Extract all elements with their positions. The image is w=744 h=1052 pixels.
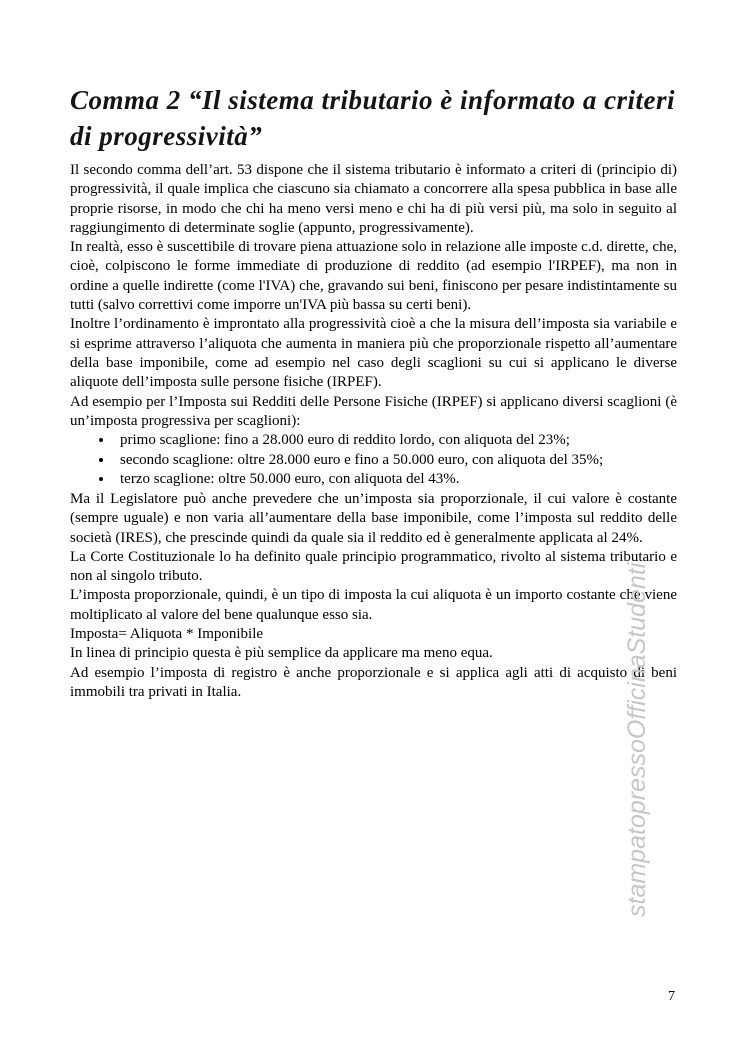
paragraph-closing-5: Ad esempio l’imposta di registro è anche proporzionale e si applica agli atti di acquisto di beni immobili tra privati in Italia. xyxy=(70,664,677,700)
paragraph-list-intro: Ad esempio per l’Imposta sui Redditi delle Persone Fisiche (IRPEF) si applicano diversi scaglioni (è un’imposta progressiva per scaglioni): xyxy=(70,393,677,429)
paragraph-intro-3: Inoltre l’ordinamento è improntato alla progressività cioè a che la misura dell’imposta sia variabile e si esprime attraverso l’aliquota che aumenta in maniera più che proporzionale rispetto all’aumentare della base imponibile, come ad esempio nel caso degli scaglioni su cui si applicano le diverse aliquote dell’imposta sulle persone fisiche (IRPEF). xyxy=(70,316,677,391)
list-item-third-bracket: • terzo scaglione: oltre 50.000 euro, con aliquota del 43%. xyxy=(114,470,677,490)
paragraph-closing-2: La Corte Costituzionale lo ha definito quale principio programmatico, rivolto al sistema tributario e non al singolo tributo. xyxy=(70,548,677,585)
paragraph-closing-4: In linea di principio questa è più semplice da applicare ma meno equa. xyxy=(70,645,493,662)
page-title: Comma 2 “Il sistema tributario è informato a criteri di progressività” xyxy=(70,85,676,151)
tax-brackets-list xyxy=(70,431,677,490)
paragraph-closing-1: Ma il Legislatore può anche prevedere che un’imposta sia proporzionale, il cui valore è costante (sempre uguale) e non varia all’aumentare della base imponibile, come l’imposta sul reddito delle società (IRES), che prescinde quindi da quale sia il reddito ed è generalmente applicata al 24%. xyxy=(70,490,677,546)
formula-line: Imposta= Aliquota * Imponibile xyxy=(70,626,264,643)
text-column xyxy=(70,82,677,702)
list-item-second-bracket: • secondo scaglione: oltre 28.000 euro e fino a 50.000 euro, con aliquota del 35%; xyxy=(114,451,677,471)
print-watermark: stampatopressoOfficinaStudenti xyxy=(623,562,651,917)
list-item-first-bracket: • primo scaglione: fino a 28.000 euro di reddito lordo, con aliquota del 23%; xyxy=(114,431,677,451)
paragraph-intro-2: In realtà, esso è suscettibile di trovare piena attuazione solo in relazione alle imposte c.d. dirette, che, cioè, colpiscono le forme immediate di produzione di reddito (ad esempio l'IRPEF), ma non in ordine a quelle indirette (come l'IVA) che, gravando sui beni, finiscono per pesare indistintamente su tutti (salvo correttivi come imporre un'IVA più bassa su certi beni). xyxy=(70,239,677,314)
paragraph-closing-3: L’imposta proporzionale, quindi, è un tipo di imposta la cui aliquota è un importo costante che viene moltiplicato al valore del bene qualunque esso sia. xyxy=(70,587,677,623)
paragraph-intro-1: Il secondo comma dell’art. 53 dispone che il sistema tributario è informato a criteri di (principio di) progressività, il quale implica che ciascuno sia chiamato a concorrere alla spesa pubblica in base alle proprie risorse, in modo che chi ha meno versi meno e chi ha di più versi più, ma solo in seguito al raggiungimento di determinate soglie (appunto, progressivamente). xyxy=(70,162,677,236)
page-number: 7 xyxy=(668,989,675,1004)
